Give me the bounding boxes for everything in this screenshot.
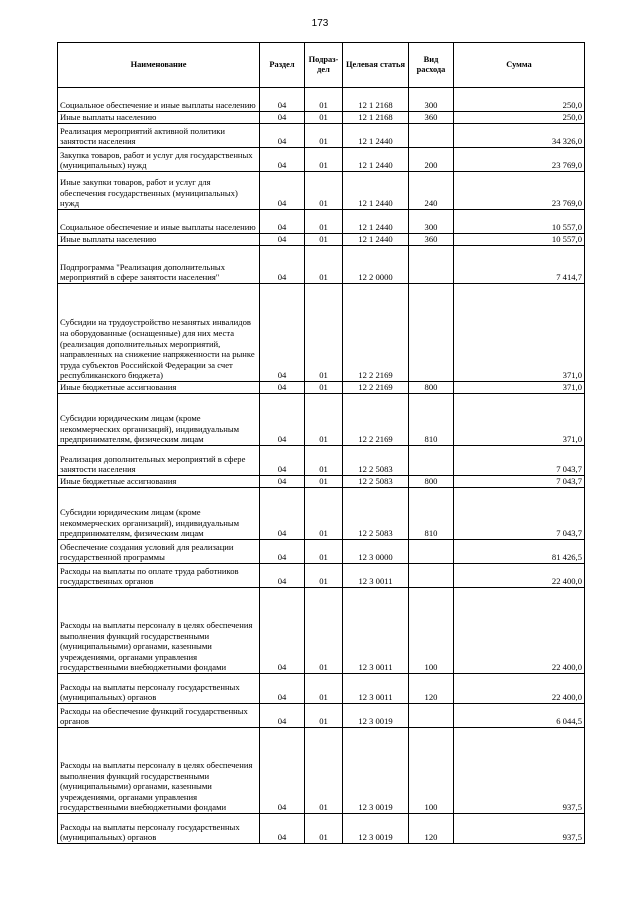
row-expense-type-cell: 300 bbox=[409, 210, 454, 234]
row-section-cell: 04 bbox=[260, 728, 305, 814]
row-expense-type-cell bbox=[409, 284, 454, 382]
row-expense-type-cell bbox=[409, 564, 454, 588]
row-amount-cell: 7 043,7 bbox=[454, 446, 585, 476]
table-row bbox=[58, 394, 585, 446]
row-article-cell: 12 2 5083 bbox=[343, 488, 409, 540]
row-amount-cell: 7 414,7 bbox=[454, 246, 585, 284]
row-name-cell: Реализация мероприятий активной политики занятости населения bbox=[58, 124, 260, 148]
row-expense-type-cell: 120 bbox=[409, 674, 454, 704]
row-subsection-cell: 01 bbox=[305, 588, 343, 674]
table-row bbox=[58, 540, 585, 564]
row-section-cell: 04 bbox=[260, 476, 305, 488]
row-article-cell: 12 2 5083 bbox=[343, 446, 409, 476]
row-section-cell: 04 bbox=[260, 382, 305, 394]
budget-table bbox=[57, 42, 585, 844]
header-section: Раздел bbox=[260, 43, 305, 88]
row-expense-type-cell: 810 bbox=[409, 488, 454, 540]
row-expense-type-cell: 100 bbox=[409, 728, 454, 814]
row-name-cell: Расходы на выплаты по оплате труда работников государственных органов bbox=[58, 564, 260, 588]
row-section-cell: 04 bbox=[260, 210, 305, 234]
row-section-cell: 04 bbox=[260, 172, 305, 210]
row-section-cell: 04 bbox=[260, 488, 305, 540]
row-amount-cell: 937,5 bbox=[454, 814, 585, 844]
row-subsection-cell: 01 bbox=[305, 488, 343, 540]
row-amount-cell: 23 769,0 bbox=[454, 172, 585, 210]
table-row bbox=[58, 172, 585, 210]
row-name-cell: Субсидии на трудоустройство незанятых инвалидов на оборудованные (оснащенные) для них места (реализация дополнительных мероприятий, направленных на снижение напряженности на рынке труда субъектов Российской Федерации за счет республиканского бюджета) bbox=[58, 284, 260, 382]
table-row bbox=[58, 728, 585, 814]
page-number: 173 bbox=[311, 18, 329, 29]
row-subsection-cell: 01 bbox=[305, 382, 343, 394]
row-name-cell: Расходы на выплаты персоналу в целях обеспечения выполнения функций государственными (муниципальными) органами, казенными учреждениями, органами управления государственными внебюджетными фондами bbox=[58, 728, 260, 814]
row-subsection-cell: 01 bbox=[305, 704, 343, 728]
row-amount-cell: 250,0 bbox=[454, 112, 585, 124]
row-expense-type-cell bbox=[409, 540, 454, 564]
row-section-cell: 04 bbox=[260, 246, 305, 284]
row-name-cell: Иные выплаты населению bbox=[58, 112, 260, 124]
row-expense-type-cell: 800 bbox=[409, 476, 454, 488]
table-header-row bbox=[58, 43, 585, 88]
row-name-cell: Подпрограмма "Реализация дополнительных мероприятий в сфере занятости населения" bbox=[58, 246, 260, 284]
row-subsection-cell: 01 bbox=[305, 88, 343, 112]
row-amount-cell: 10 557,0 bbox=[454, 210, 585, 234]
row-article-cell: 12 1 2440 bbox=[343, 210, 409, 234]
row-expense-type-cell: 200 bbox=[409, 148, 454, 172]
row-article-cell: 12 2 0000 bbox=[343, 246, 409, 284]
row-name-cell: Социальное обеспечение и иные выплаты населению bbox=[58, 210, 260, 234]
row-section-cell: 04 bbox=[260, 540, 305, 564]
row-expense-type-cell: 360 bbox=[409, 234, 454, 246]
row-subsection-cell: 01 bbox=[305, 112, 343, 124]
row-section-cell: 04 bbox=[260, 446, 305, 476]
row-article-cell: 12 3 0000 bbox=[343, 540, 409, 564]
row-name-cell: Расходы на выплаты персоналу в целях обеспечения выполнения функций государственными (муниципальными) органами, казенными учреждениями, органами управления государственными внебюджетными фондами bbox=[58, 588, 260, 674]
row-article-cell: 12 1 2440 bbox=[343, 172, 409, 210]
row-section-cell: 04 bbox=[260, 394, 305, 446]
row-article-cell: 12 2 2169 bbox=[343, 382, 409, 394]
row-amount-cell: 371,0 bbox=[454, 382, 585, 394]
row-section-cell: 04 bbox=[260, 814, 305, 844]
table-row bbox=[58, 112, 585, 124]
row-name-cell: Социальное обеспечение и иные выплаты населению bbox=[58, 88, 260, 112]
row-expense-type-cell: 800 bbox=[409, 382, 454, 394]
row-section-cell: 04 bbox=[260, 674, 305, 704]
row-section-cell: 04 bbox=[260, 234, 305, 246]
row-expense-type-cell: 240 bbox=[409, 172, 454, 210]
row-subsection-cell: 01 bbox=[305, 814, 343, 844]
header-amount: Сумма bbox=[454, 43, 585, 88]
row-subsection-cell: 01 bbox=[305, 246, 343, 284]
row-amount-cell: 250,0 bbox=[454, 88, 585, 112]
row-amount-cell: 10 557,0 bbox=[454, 234, 585, 246]
row-article-cell: 12 1 2168 bbox=[343, 112, 409, 124]
row-article-cell: 12 3 0011 bbox=[343, 674, 409, 704]
row-subsection-cell: 01 bbox=[305, 476, 343, 488]
row-expense-type-cell bbox=[409, 124, 454, 148]
header-subsection: Подраз-дел bbox=[305, 43, 343, 88]
row-name-cell: Иные бюджетные ассигнования bbox=[58, 382, 260, 394]
table-row bbox=[58, 704, 585, 728]
row-subsection-cell: 01 bbox=[305, 210, 343, 234]
table-row bbox=[58, 674, 585, 704]
row-amount-cell: 23 769,0 bbox=[454, 148, 585, 172]
row-expense-type-cell: 100 bbox=[409, 588, 454, 674]
table-row bbox=[58, 488, 585, 540]
row-name-cell: Субсидии юридическим лицам (кроме некоммерческих организаций), индивидуальным предпринимателям, физическим лицам bbox=[58, 488, 260, 540]
row-expense-type-cell: 120 bbox=[409, 814, 454, 844]
row-section-cell: 04 bbox=[260, 148, 305, 172]
row-name-cell: Субсидии юридическим лицам (кроме некоммерческих организаций), индивидуальным предпринимателям, физическим лицам bbox=[58, 394, 260, 446]
row-article-cell: 12 3 0019 bbox=[343, 728, 409, 814]
row-name-cell: Расходы на выплаты персоналу государственных (муниципальных) органов bbox=[58, 674, 260, 704]
row-article-cell: 12 1 2168 bbox=[343, 88, 409, 112]
row-name-cell: Иные бюджетные ассигнования bbox=[58, 476, 260, 488]
row-amount-cell: 937,5 bbox=[454, 728, 585, 814]
row-expense-type-cell bbox=[409, 446, 454, 476]
row-amount-cell: 7 043,7 bbox=[454, 476, 585, 488]
row-name-cell: Расходы на выплаты персоналу государственных (муниципальных) органов bbox=[58, 814, 260, 844]
row-expense-type-cell: 360 bbox=[409, 112, 454, 124]
row-article-cell: 12 2 5083 bbox=[343, 476, 409, 488]
row-section-cell: 04 bbox=[260, 112, 305, 124]
header-article: Целевая статья bbox=[343, 43, 409, 88]
row-article-cell: 12 1 2440 bbox=[343, 234, 409, 246]
row-amount-cell: 371,0 bbox=[454, 394, 585, 446]
row-section-cell: 04 bbox=[260, 284, 305, 382]
row-section-cell: 04 bbox=[260, 88, 305, 112]
table-row bbox=[58, 124, 585, 148]
row-subsection-cell: 01 bbox=[305, 540, 343, 564]
row-section-cell: 04 bbox=[260, 564, 305, 588]
row-name-cell: Иные выплаты населению bbox=[58, 234, 260, 246]
table-row bbox=[58, 588, 585, 674]
row-article-cell: 12 3 0019 bbox=[343, 814, 409, 844]
row-subsection-cell: 01 bbox=[305, 172, 343, 210]
row-article-cell: 12 2 2169 bbox=[343, 284, 409, 382]
row-expense-type-cell bbox=[409, 704, 454, 728]
row-section-cell: 04 bbox=[260, 124, 305, 148]
row-article-cell: 12 1 2440 bbox=[343, 148, 409, 172]
row-name-cell: Расходы на обеспечение функций государственных органов bbox=[58, 704, 260, 728]
header-name: Наименование bbox=[58, 43, 260, 88]
row-article-cell: 12 1 2440 bbox=[343, 124, 409, 148]
row-name-cell: Закупка товаров, работ и услуг для государственных (муниципальных) нужд bbox=[58, 148, 260, 172]
row-name-cell: Иные закупки товаров, работ и услуг для обеспечения государственных (муниципальных) нужд bbox=[58, 172, 260, 210]
row-subsection-cell: 01 bbox=[305, 728, 343, 814]
row-amount-cell: 22 400,0 bbox=[454, 564, 585, 588]
row-article-cell: 12 3 0011 bbox=[343, 564, 409, 588]
row-section-cell: 04 bbox=[260, 588, 305, 674]
row-amount-cell: 22 400,0 bbox=[454, 588, 585, 674]
row-amount-cell: 22 400,0 bbox=[454, 674, 585, 704]
row-amount-cell: 81 426,5 bbox=[454, 540, 585, 564]
row-name-cell: Реализация дополнительных мероприятий в сфере занятости населения bbox=[58, 446, 260, 476]
row-amount-cell: 7 043,7 bbox=[454, 488, 585, 540]
table-row bbox=[58, 382, 585, 394]
row-expense-type-cell: 300 bbox=[409, 88, 454, 112]
table-row bbox=[58, 476, 585, 488]
table-row bbox=[58, 246, 585, 284]
row-article-cell: 12 3 0011 bbox=[343, 588, 409, 674]
row-amount-cell: 34 326,0 bbox=[454, 124, 585, 148]
row-expense-type-cell bbox=[409, 246, 454, 284]
table-row bbox=[58, 148, 585, 172]
row-amount-cell: 6 044,5 bbox=[454, 704, 585, 728]
row-subsection-cell: 01 bbox=[305, 148, 343, 172]
table-row bbox=[58, 814, 585, 844]
row-subsection-cell: 01 bbox=[305, 234, 343, 246]
row-subsection-cell: 01 bbox=[305, 674, 343, 704]
row-subsection-cell: 01 bbox=[305, 394, 343, 446]
table-row bbox=[58, 88, 585, 112]
row-section-cell: 04 bbox=[260, 704, 305, 728]
table-row bbox=[58, 564, 585, 588]
table-row bbox=[58, 234, 585, 246]
row-subsection-cell: 01 bbox=[305, 124, 343, 148]
table-row bbox=[58, 446, 585, 476]
header-expense-type: Вид расхода bbox=[409, 43, 454, 88]
row-article-cell: 12 2 2169 bbox=[343, 394, 409, 446]
row-subsection-cell: 01 bbox=[305, 446, 343, 476]
table-row bbox=[58, 210, 585, 234]
row-article-cell: 12 3 0019 bbox=[343, 704, 409, 728]
table-row bbox=[58, 284, 585, 382]
row-expense-type-cell: 810 bbox=[409, 394, 454, 446]
row-name-cell: Обеспечение создания условий для реализации государственной программы bbox=[58, 540, 260, 564]
row-subsection-cell: 01 bbox=[305, 284, 343, 382]
row-subsection-cell: 01 bbox=[305, 564, 343, 588]
row-amount-cell: 371,0 bbox=[454, 284, 585, 382]
